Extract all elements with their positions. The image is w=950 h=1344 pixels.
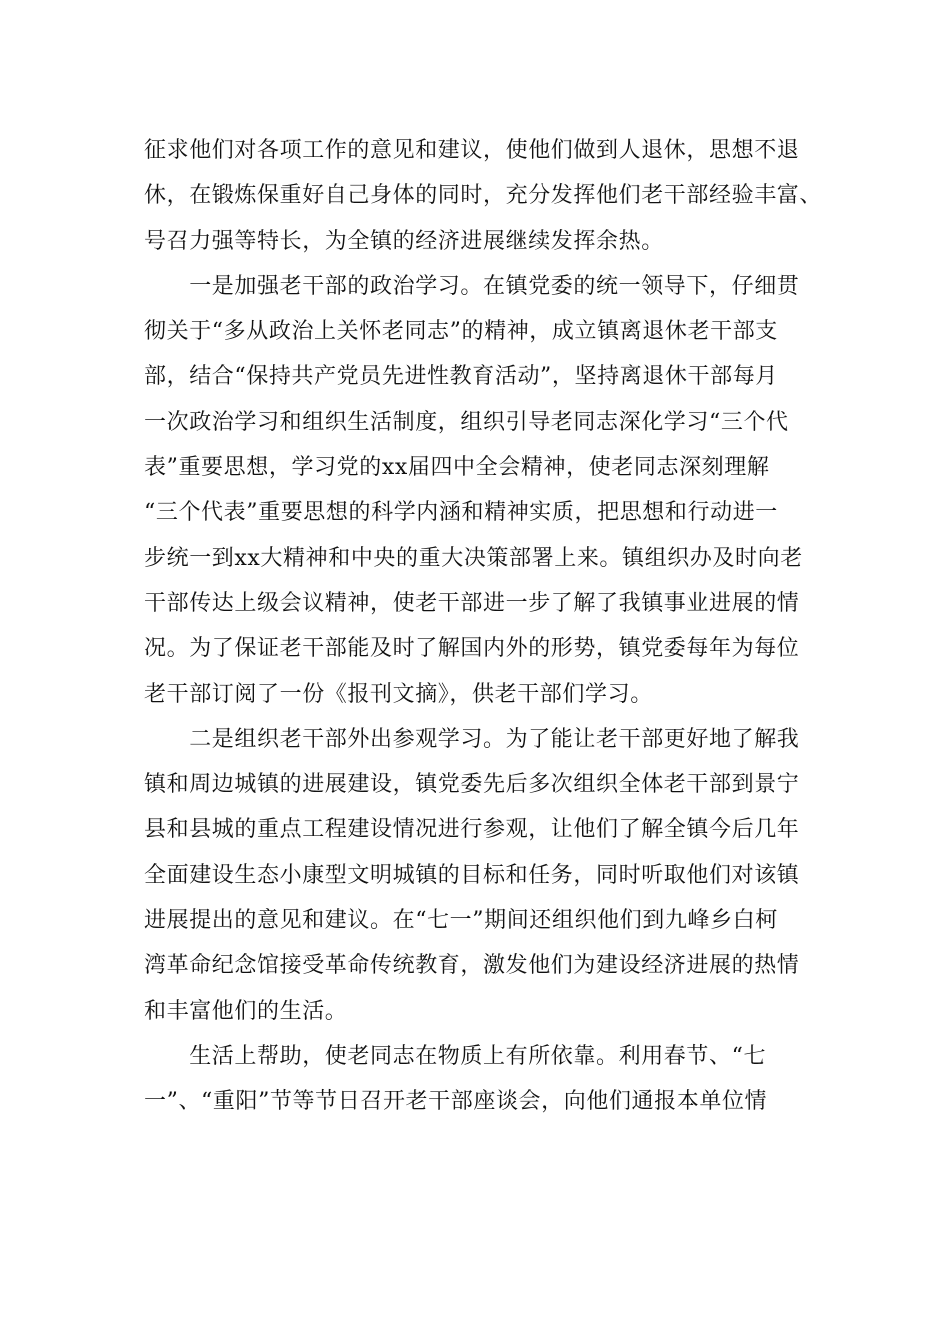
text-line: 生活上帮助，使老同志在物质上有所依靠。利用春节、“七 [144, 1043, 767, 1069]
text-line: 全面建设生态小康型文明城镇的目标和任务，同时听取他们对该镇 [144, 862, 800, 888]
text-line: 表”重要思想，学习党的xx届四中全会精神，使老同志深刻理解 [144, 455, 770, 481]
text-line: 征求他们对各项工作的意见和建议，使他们做到人退休，思想不退 [144, 138, 800, 163]
text-line: 县和县城的重点工程建设情况进行参观，让他们了解全镇今后几年 [144, 817, 800, 843]
text-line: 进展提出的意见和建议。在“七一”期间还组织他们到九峰乡白柯 [144, 908, 778, 934]
text-line: 况。为了保证老干部能及时了解国内外的形势，镇党委每年为每位 [144, 636, 800, 662]
text-line: 号召力强等特长，为全镇的经济进展继续发挥余热。 [144, 228, 664, 254]
text-line: 休，在锻炼保重好自己身体的同时，充分发挥他们老干部经验丰富、 [144, 183, 823, 209]
text-line: “三个代表”重要思想的科学内涵和精神实质，把思想和行动进一 [144, 500, 778, 526]
document-body [144, 128, 823, 1125]
text-line: 老干部订阅了一份《报刊文摘》，供老干部们学习。 [144, 681, 653, 707]
text-line: 镇和周边城镇的进展建设，镇党委先后多次组织全体老干部到景宁 [144, 772, 800, 798]
text-line: 一次政治学习和组织生活制度，组织引导老同志深化学习“三个代 [144, 409, 789, 435]
text-line: 一是加强老干部的政治学习。在镇党委的统一领导下，仔细贯 [144, 273, 800, 299]
text-line: 一”、“重阳”节等节日召开老干部座谈会，向他们通报本单位情 [144, 1089, 768, 1115]
text-line: 彻关于“多从政治上关怀老同志”的精神，成立镇离退休老干部支 [144, 319, 778, 345]
text-line: 二是组织老干部外出参观学习。为了能让老干部更好地了解我 [144, 726, 800, 752]
text-line: 步统一到xx大精神和中央的重大决策部署上来。镇组织办及时向老 [144, 545, 803, 571]
text-line: 部，结合“保持共产党员先进性教育活动”，坚持离退休干部每月 [144, 364, 778, 390]
text-line: 和丰富他们的生活。 [144, 998, 348, 1024]
text-line: 湾革命纪念馆接受革命传统教育，激发他们为建设经济进展的热情 [144, 953, 800, 979]
text-line: 干部传达上级会议精神，使老干部进一步了解了我镇事业进展的情 [144, 590, 800, 616]
